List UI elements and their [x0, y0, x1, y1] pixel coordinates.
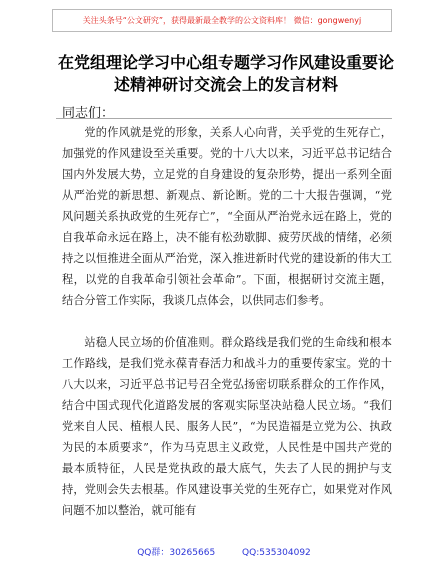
paragraph: 站稳人民立场的价值准则。群众路线是我们党的生命线和根本工作路线，是我们党永葆青春活力和战斗力的重要传家宝。党的十八大以来，习近平总书记号召全党弘扬密切联系群众的工作作风，结合中国式现代化道路发展的客观实际坚决站稳人民立场。“我们党来自人民、植根人民、服务人民”，“为民造福是立党为公、执政为民的本质要求”，作为马克思主义政党，人民性是中国共产党的最本质特征，人民是党执政的最大底气，失去了人民的拥护与支持，党则会失去根基。作风建设事关党的生死存亡，如果党对作风问题不加以整治，就可能有 — [62, 336, 392, 517]
top-banner — [52, 9, 392, 32]
paragraph: 党的作风就是党的形象，关系人心向背，关乎党的生死存亡，加强党的作风建设至关重要。党的十八大以来，习近平总书记结合国内外发展大势，立足党的自身建设的复杂形势，提出一系列全面从严治党的新思想、新观点、新论断。党的二十大报告强调，“党风问题关系执政党的生死存亡”，“全面从严治党永远在路上，党的自我革命永远在路上，决不能有松劲歇脚、疲劳厌战的情绪，必须持之以恒推进全面从严治党，深入推进新时代党的建设新的伟大工程，以党的自我革命引领社会革命”。下面，根据研讨交流主题，结合分管工作实际，我谈几点体会，以供同志们参考。 — [62, 126, 392, 307]
footer — [0, 545, 448, 558]
footer-qq-group: QQ群：30265665 — [137, 548, 216, 558]
greeting-divider — [56, 118, 392, 119]
footer-qq: QQ:535304092 — [242, 548, 311, 558]
document-body — [62, 122, 392, 521]
banner-text: 关注头条号“公文研究”，获得最新最全教学的公文资料库！ 微信：gongwenyj — [82, 16, 362, 25]
document-title: 在党组理论学习中心组专题学习作风建设重要论述精神研讨交流会上的发言材料 — [58, 53, 395, 94]
greeting: 同志们： — [62, 106, 115, 121]
